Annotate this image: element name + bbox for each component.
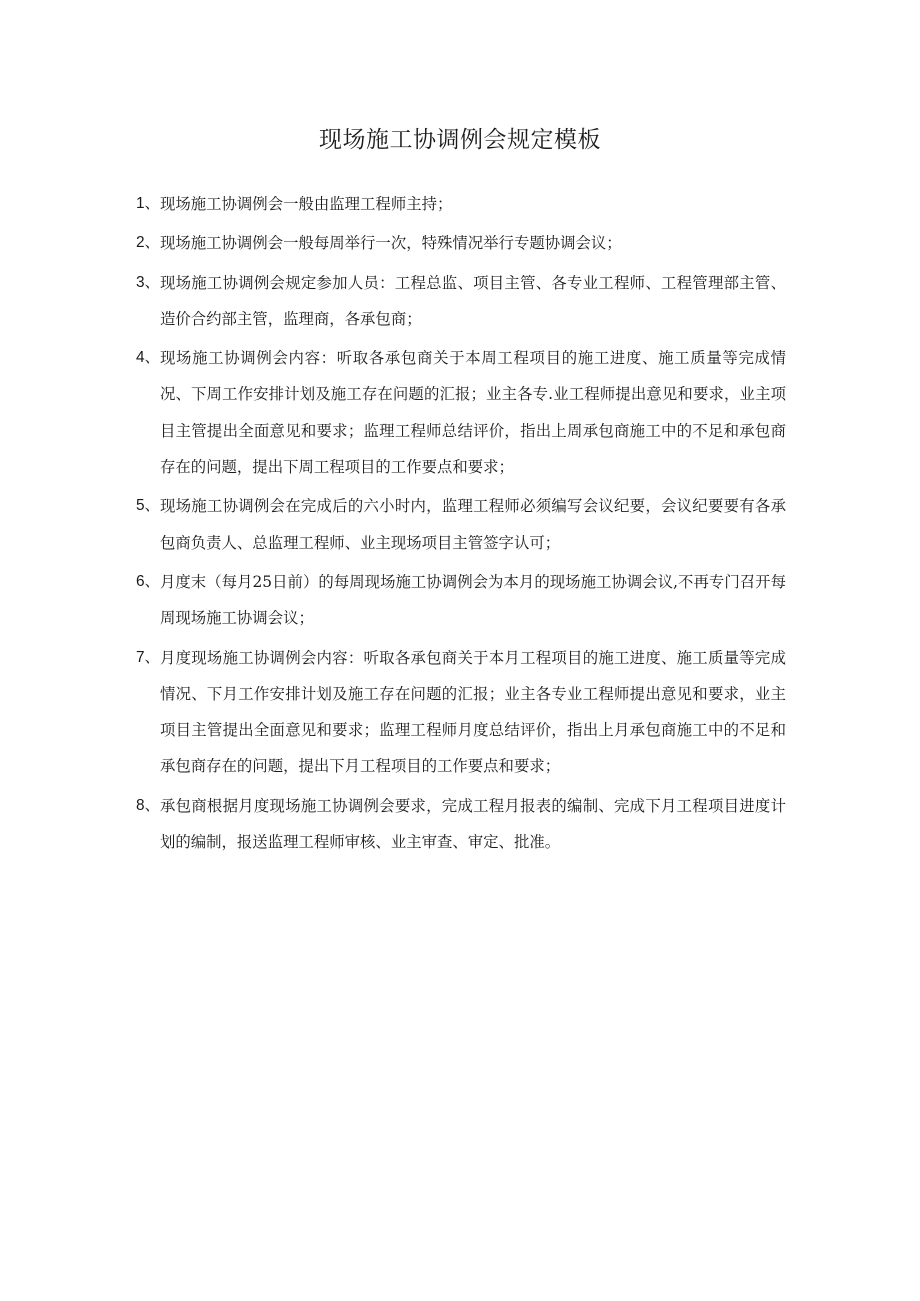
rule-number: 7、 — [136, 648, 160, 666]
rule-item-3 — [136, 265, 786, 338]
rule-text: 月度末（每月25日前）的每周现场施工协调例会为本月的现场施工协调会议,不再专门召开每周现场施工协调会议； — [159, 572, 786, 628]
rule-item-7 — [136, 640, 786, 785]
rule-number: 1、 — [136, 195, 160, 212]
rule-number: 8、 — [136, 796, 160, 814]
rule-number: 5、 — [136, 497, 160, 515]
rule-item-5 — [136, 488, 786, 561]
rule-item-4 — [136, 340, 786, 485]
rule-item-2 — [136, 225, 786, 261]
document-title: 现场施工协调例会规定模板 — [319, 127, 601, 153]
rule-text: 现场施工协调例会一般每周举行一次，特殊情况举行专题协调会议； — [159, 234, 622, 253]
rule-number: 4、 — [136, 349, 160, 367]
rule-number: 6、 — [136, 572, 160, 590]
rule-number: 3、 — [136, 273, 160, 291]
rule-item-6 — [136, 564, 786, 637]
rule-text: 现场施工协调例会在完成后的六小时内，监理工程师必须编写会议纪要，会议纪要要有各承包商负责人、总监理工程师、业主现场项目主管签字认可； — [159, 497, 786, 552]
rule-item-1 — [136, 186, 786, 222]
rule-text: 现场施工协调例会内容：听取各承包商关于本周工程项目的施工进度、施工质量等完成情况、下周工作安排计划及施工存在问题的汇报；业主各专.业工程师提出意见和要求，业主项目主管提出全面意见和要求；监理工程师总结评价，指出上周承包商施工中的不足和承包商存在的问题，提出下周工程项目的工作要点和要求； — [159, 349, 786, 477]
rule-text: 承包商根据月度现场施工协调例会要求，完成工程月报表的编制、完成下月工程项目进度计划的编制，报送监理工程师审核、业主审查、审定、批准。 — [159, 796, 786, 852]
rules-list — [136, 186, 786, 863]
rule-text: 现场施工协调例会规定参加人员：工程总监、项目主管、各专业工程师、工程管理部主管、造价合约部主管，监理商，各承包商； — [159, 273, 786, 328]
rule-number: 2、 — [136, 234, 160, 252]
rule-text: 现场施工协调例会一般由监理工程师主持； — [159, 195, 453, 213]
rule-item-8 — [136, 788, 786, 861]
rule-text: 月度现场施工协调例会内容：听取各承包商关于本月工程项目的施工进度、施工质量等完成情况、下月工作安排计划及施工存在问题的汇报；业主各专业工程师提出意见和要求，业主项目主管提出全面意见和要求；监理工程师月度总结评价，指出上月承包商施工中的不足和承包商存在的问题，提出下月工程项目的工作要点和要求； — [159, 648, 786, 776]
